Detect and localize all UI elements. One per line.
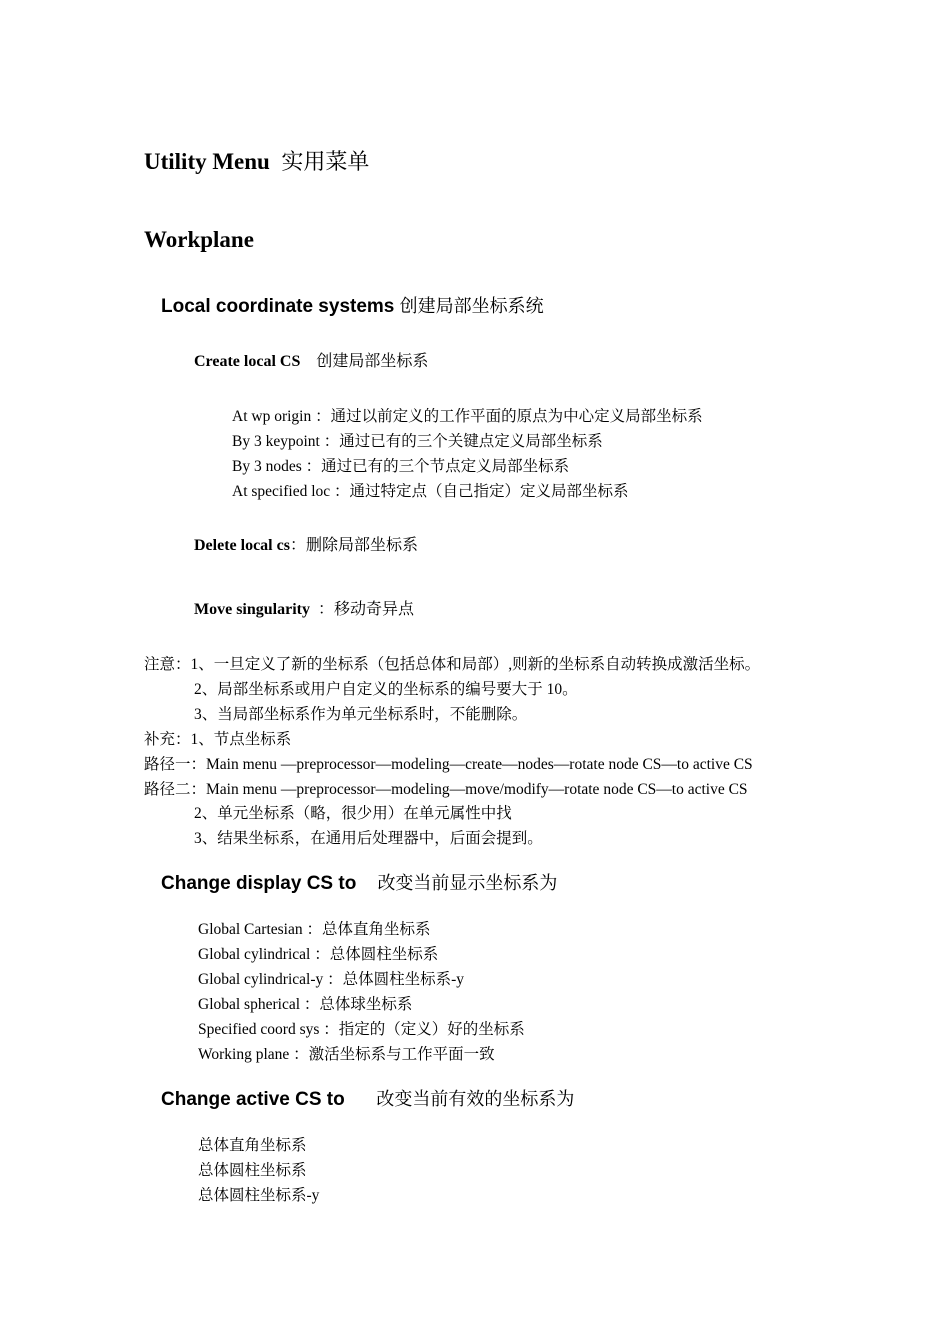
active-cs-heading (161, 1090, 574, 1109)
display-cs-item: Working plane ：激活坐标系与工作平面一致 (198, 1046, 495, 1063)
create-local-cs-label: Create local CS (194, 353, 301, 370)
display-cs-item: Global cylindrical-y ：总体圆柱坐标系-y (198, 971, 465, 988)
local-cs-heading-en: Local coordinate systems (161, 296, 395, 317)
title-cn: 实用菜单 (281, 149, 370, 174)
local-cs-heading (161, 297, 544, 316)
delete-local-cs (194, 538, 418, 554)
note-line: 2、局部坐标系或用户自定义的坐标系的编号要大于 10。 (194, 681, 578, 698)
create-item-specified-loc: At specified loc ：通过特定点（自己指定）定义局部坐标系 (232, 483, 629, 500)
display-cs-item: Global spherical ：总体球坐标系 (198, 996, 413, 1013)
delete-local-cs-desc: ：删除局部坐标系 (289, 537, 418, 554)
create-local-cs-desc: 创建局部坐标系 (316, 353, 429, 370)
create-item-3-keypoint: By 3 keypoint ：通过已有的三个关键点定义局部坐标系 (232, 433, 603, 450)
move-singularity-label: Move singularity (194, 601, 310, 618)
create-item-wp-origin: At wp origin ：通过以前定义的工作平面的原点为中心定义局部坐标系 (232, 408, 703, 425)
title-en: Utility Menu (144, 149, 270, 174)
move-singularity-desc: ：移动奇异点 (318, 601, 415, 618)
delete-local-cs-label: Delete local cs (194, 537, 290, 554)
display-cs-heading-cn: 改变当前显示坐标系为 (377, 873, 558, 893)
page-title (144, 150, 369, 173)
display-cs-item: Global Cartesian ：总体直角坐标系 (198, 921, 431, 938)
create-item-3-nodes: By 3 nodes ：通过已有的三个节点定义局部坐标系 (232, 458, 570, 475)
note-line: 3、结果坐标系，在通用后处理器中，后面会提到。 (194, 830, 543, 847)
active-cs-item: 总体圆柱坐标系 (198, 1162, 307, 1179)
note-line: 2、单元坐标系（略，很少用）在单元属性中找 (194, 805, 512, 822)
note-line: 路径二：Main menu —preprocessor—modeling—move/modify—rotate node CS—to active CS (144, 781, 748, 798)
note-line: 路径一：Main menu —preprocessor—modeling—create—nodes—rotate node CS—to active CS (144, 756, 753, 773)
workplane-heading: Workplane (144, 227, 254, 252)
note-line: 注意：1、一旦定义了新的坐标系（包括总体和局部）,则新的坐标系自动转换成激活坐标。 (144, 656, 761, 673)
display-cs-item: Specified coord sys ：指定的（定义）好的坐标系 (198, 1021, 525, 1038)
local-cs-heading-cn: 创建局部坐标系统 (399, 296, 544, 316)
display-cs-heading (161, 874, 557, 893)
display-cs-heading-en: Change display CS to (161, 873, 357, 894)
create-local-cs (194, 354, 428, 370)
display-cs-item: Global cylindrical ：总体圆柱坐标系 (198, 946, 439, 963)
active-cs-heading-en: Change active CS to (161, 1089, 345, 1110)
active-cs-heading-cn: 改变当前有效的坐标系为 (376, 1089, 575, 1109)
active-cs-item: 总体直角坐标系 (198, 1137, 307, 1154)
note-line: 3、当局部坐标系作为单元坐标系时，不能删除。 (194, 706, 528, 723)
move-singularity (194, 602, 414, 618)
note-line: 补充：1、节点坐标系 (144, 731, 292, 748)
active-cs-item: 总体圆柱坐标系-y (198, 1187, 320, 1204)
